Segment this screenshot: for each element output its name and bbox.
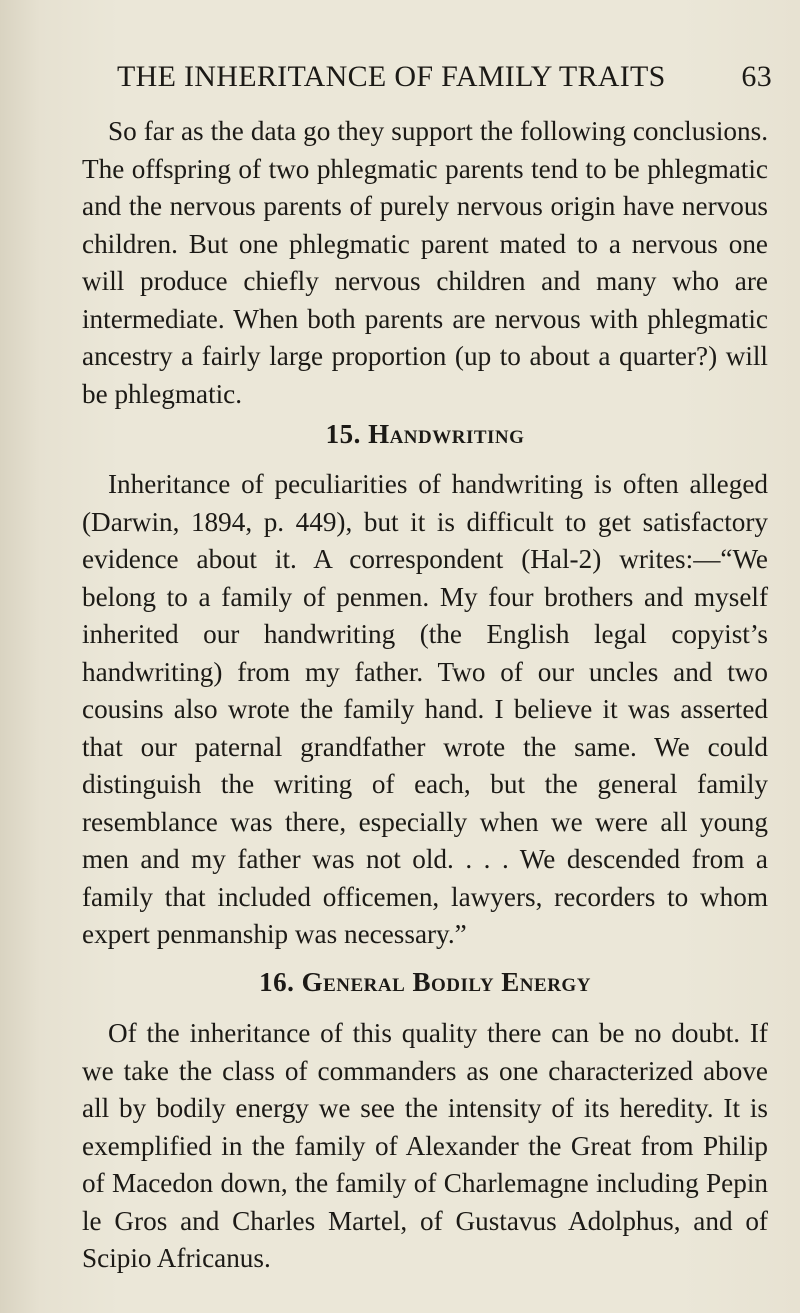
section-heading-bodily-energy [82, 967, 768, 998]
section-title: Handwriting [368, 419, 525, 449]
section-number: 16. [259, 967, 295, 997]
paragraph-text: Of the inheritance of this quality there can be no doubt. If we take the class of commanders as one characterized above all by bodily energy we see the intensity of its heredity. It is exemplified in the family of Alexander the Great from Philip of Macedon down, the family of Charlemagne including Pepin le Gros and Charles Martel, of Gustavus Adolphus, and of Scipio Africanus. [82, 1018, 768, 1273]
running-header [117, 60, 772, 94]
section-heading-handwriting [82, 419, 768, 450]
section-title: General Bodily Energy [301, 967, 591, 997]
paragraph-bodily-energy [82, 1015, 768, 1278]
page-number: 63 [741, 60, 772, 93]
running-title: THE INHERITANCE OF FAMILY TRAITS [117, 60, 666, 93]
paragraph-handwriting [82, 466, 768, 954]
paragraph-conclusions [82, 113, 768, 413]
paragraph-text: So far as the data go they support the following conclusions. The offspring of two phlegmatic parents tend to be phlegmatic and the nervous parents of purely nervous origin have nervous children. But one phlegmatic parent mated to a nervous one will produce chiefly nervous children and many who are intermediate. When both parents are nervous with phlegmatic ancestry a fairly large proportion (up to about a quarter?) will be phlegmatic. [82, 116, 768, 409]
section-number: 15. [325, 419, 361, 449]
paragraph-text: Inheritance of peculiarities of handwriting is often alleged (Darwin, 1894, p. 449), but it is difficult to get satisfactory evidence about it. A correspondent (Hal-2) writes:—“We belong to a family of penmen. My four brothers and myself inherited our handwriting (the English legal copyist’s handwriting) from my father. Two of our uncles and two cousins also wrote the family hand. I believe it was asserted that our paternal grandfather wrote the same. We could distinguish the writing of each, but the general family resemblance was there, especially when we were all young men and my father was not old. . . . We descended from a family that included officemen, lawyers, recorders to whom expert penmanship was necessary.” [82, 469, 768, 949]
